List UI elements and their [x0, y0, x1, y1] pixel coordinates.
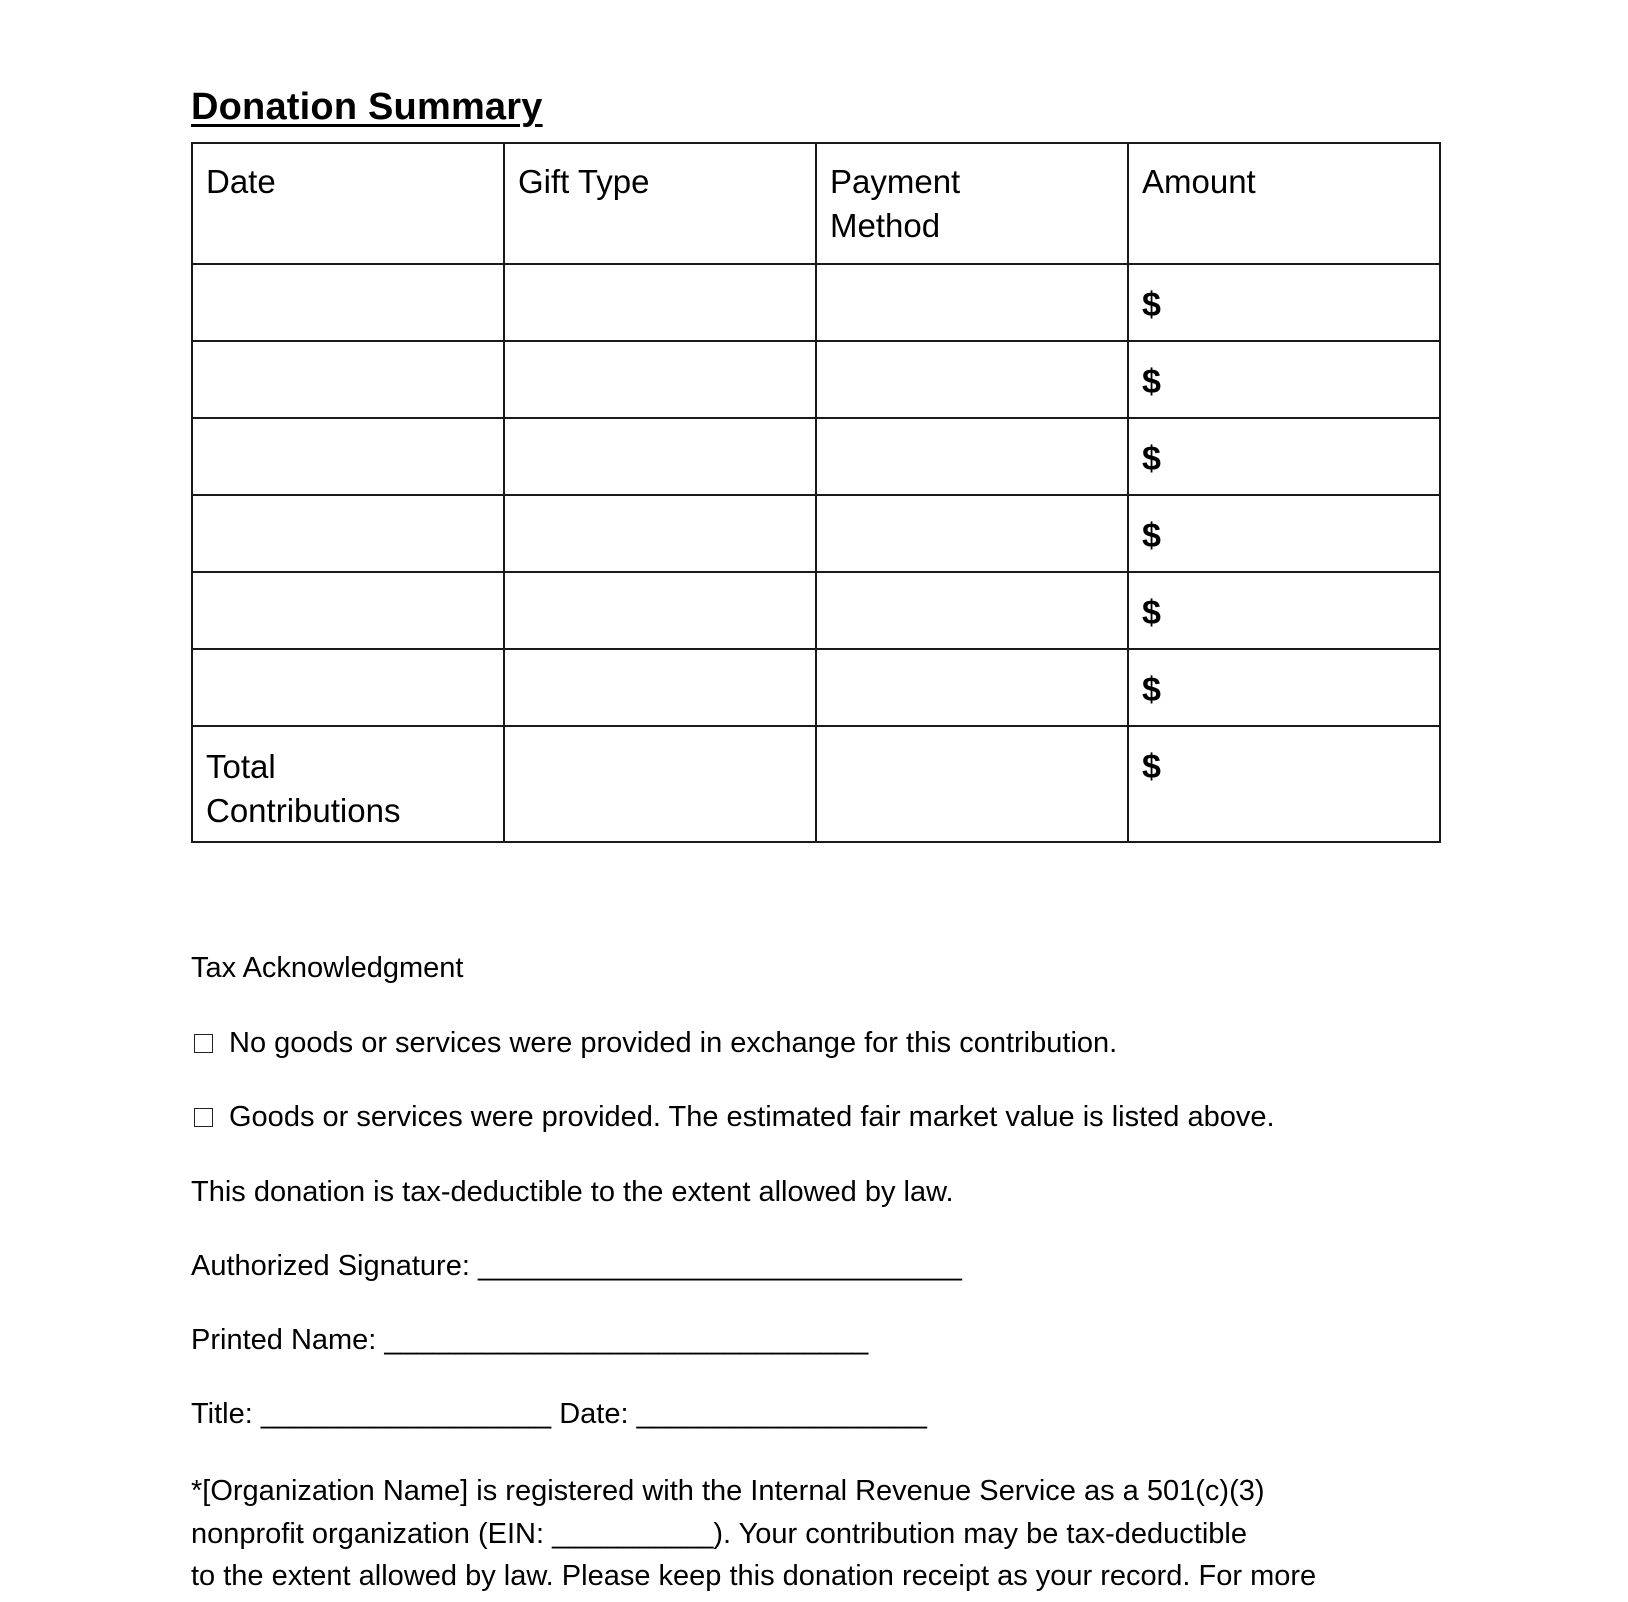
deductible-statement: This donation is tax-deductible to the extent allowed by law.: [191, 1176, 954, 1208]
dollar-sign: $: [1142, 440, 1161, 478]
dollar-sign: $: [1142, 363, 1161, 401]
checkbox-option-no-goods: [191, 1022, 1117, 1064]
gift-type-cell[interactable]: [504, 649, 816, 726]
table-row: [192, 341, 1440, 418]
dollar-sign: $: [1142, 517, 1161, 555]
total-contributions-label: Total Contributions: [192, 726, 504, 842]
column-header-payment-method: Payment Method: [816, 143, 1128, 264]
table-header-row: [192, 143, 1440, 264]
payment-method-cell[interactable]: [816, 264, 1128, 341]
section-title: Donation Summary: [191, 86, 543, 128]
table-row: [192, 649, 1440, 726]
gift-type-cell[interactable]: [504, 264, 816, 341]
checkbox-label-no-goods: No goods or services were provided in exchange for this contribution.: [229, 1027, 1118, 1059]
gift-type-cell[interactable]: [504, 418, 816, 495]
date-cell[interactable]: [192, 572, 504, 649]
checkbox-option-goods-provided: [191, 1096, 1275, 1138]
printed-name-field[interactable]: ______________________________: [384, 1324, 869, 1356]
checkbox-label-goods-provided: Goods or services were provided. The estimated fair market value is listed above.: [229, 1101, 1275, 1133]
column-header-amount: Amount: [1128, 143, 1440, 264]
donation-summary-table: [191, 142, 1441, 843]
gift-type-cell[interactable]: [504, 572, 816, 649]
payment-method-cell[interactable]: [816, 495, 1128, 572]
amount-cell[interactable]: [1128, 264, 1440, 341]
checkbox-no-goods[interactable]: [194, 1034, 213, 1053]
date-label: Date:: [559, 1398, 629, 1430]
date-field[interactable]: __________________: [636, 1398, 927, 1430]
footnote-line: to the extent allowed by law. Please keep this donation receipt as your record. For more: [191, 1560, 1317, 1592]
title-field[interactable]: __________________: [260, 1398, 552, 1430]
gift-type-cell[interactable]: [504, 495, 816, 572]
title-date-line: [191, 1393, 927, 1435]
amount-cell[interactable]: [1128, 495, 1440, 572]
printed-name-label: Printed Name:: [191, 1324, 377, 1356]
total-payment-method-cell[interactable]: [816, 726, 1128, 842]
dollar-sign: $: [1142, 594, 1161, 632]
amount-cell[interactable]: [1128, 418, 1440, 495]
footnote-line: *[Organization Name] is registered with the Internal Revenue Service as a 501(c)(3): [191, 1475, 1265, 1507]
title-label: Title:: [191, 1398, 253, 1430]
column-header-date: Date: [192, 143, 504, 264]
tax-acknowledgment-heading: Tax Acknowledgment: [191, 952, 464, 984]
payment-method-cell[interactable]: [816, 649, 1128, 726]
authorized-signature-field[interactable]: ______________________________: [477, 1250, 962, 1282]
date-cell[interactable]: [192, 495, 504, 572]
date-cell[interactable]: [192, 341, 504, 418]
registration-footnote: [191, 1470, 1441, 1598]
payment-method-cell[interactable]: [816, 418, 1128, 495]
dollar-sign: $: [1142, 671, 1161, 709]
payment-method-cell[interactable]: [816, 572, 1128, 649]
authorized-signature-label: Authorized Signature:: [191, 1250, 470, 1282]
table-row: [192, 495, 1440, 572]
dollar-sign: $: [1142, 748, 1161, 786]
date-cell[interactable]: [192, 649, 504, 726]
total-amount-cell[interactable]: [1128, 726, 1440, 842]
amount-cell[interactable]: [1128, 649, 1440, 726]
printed-name-line: [191, 1319, 868, 1361]
total-gift-type-cell[interactable]: [504, 726, 816, 842]
checkbox-goods-provided[interactable]: [194, 1108, 213, 1127]
date-cell[interactable]: [192, 418, 504, 495]
table-row: [192, 572, 1440, 649]
authorized-signature-line: [191, 1245, 962, 1287]
total-row: [192, 726, 1440, 842]
table-row: [192, 418, 1440, 495]
column-header-gift-type: Gift Type: [504, 143, 816, 264]
dollar-sign: $: [1142, 286, 1161, 324]
footnote-line: nonprofit organization (EIN: __________). Your contribution may be tax-deductible: [191, 1517, 1247, 1550]
gift-type-cell[interactable]: [504, 341, 816, 418]
amount-cell[interactable]: [1128, 572, 1440, 649]
date-cell[interactable]: [192, 264, 504, 341]
table-row: [192, 264, 1440, 341]
amount-cell[interactable]: [1128, 341, 1440, 418]
payment-method-cell[interactable]: [816, 341, 1128, 418]
